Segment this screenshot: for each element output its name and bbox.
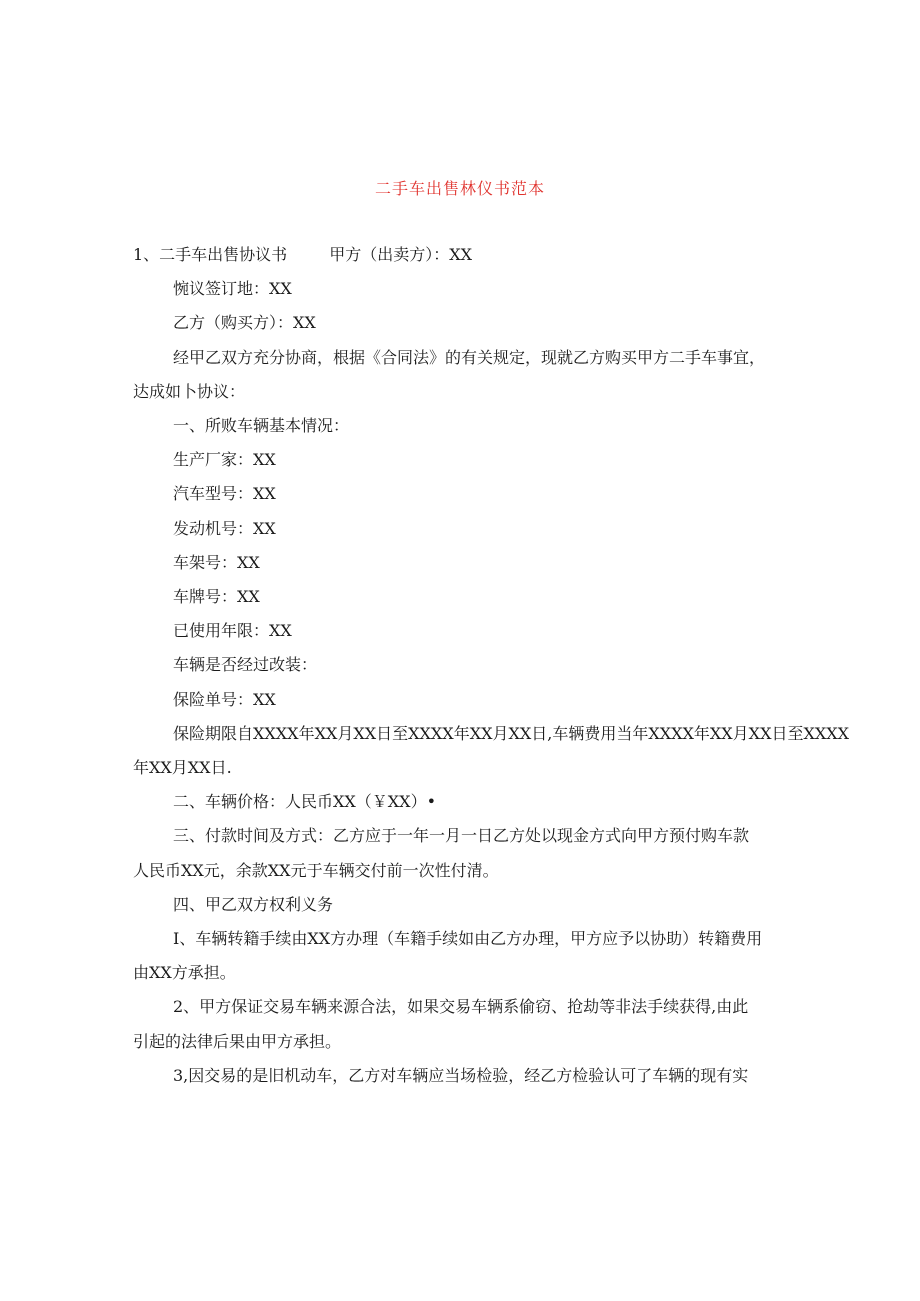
- insurance-number-field: 保险单号：XX: [173, 689, 276, 709]
- plate-number-field: 车牌号：XX: [173, 587, 260, 607]
- intro-line-1: 经甲乙双方充分协商，根据《合同法》的有关规定，现就乙方购买甲方二手车事宜，: [173, 347, 766, 367]
- section-3-line-2: 人民币XX元，余款XX元于车辆交付前一次性付清。: [133, 860, 499, 880]
- document-body: [133, 238, 850, 1093]
- signing-place: 惋议签订地：XX: [173, 279, 292, 299]
- section-2-price: 二、车辆价格：人民币XX（￥XX）•: [173, 792, 437, 812]
- clause-3-line-1: 3,因交易的是旧机动车，乙方对车辆应当场检验，经乙方检验认可了车辆的现有实: [173, 1065, 749, 1085]
- heading-item: 1、二手车出售协议书: [133, 245, 288, 264]
- section-4-heading: 四、甲乙双方权利义务: [173, 894, 334, 914]
- clause-2-line-2: 引起的法律后果由甲方承担。: [133, 1031, 342, 1051]
- document-title: 二手车出售林仪书范本: [374, 179, 545, 198]
- party-b: 乙方（购买方）：XX: [173, 313, 316, 333]
- heading-line: [133, 238, 793, 272]
- section-3-line-1: 三、付款时间及方式：乙方应于一年一月一日乙方处以现金方式向甲方预付购车款: [173, 826, 750, 846]
- years-used-field: 已使用年限：XX: [173, 621, 292, 641]
- modified-field: 车辆是否经过改装：: [173, 655, 318, 675]
- intro-line-2: 达成如卜协议：: [133, 381, 246, 401]
- frame-number-field: 车架号：XX: [173, 552, 260, 572]
- clause-2-line-1: 2、甲方保证交易车辆来源合法，如果交易车辆系偷窃、抢劫等非法手续获得,由此: [173, 997, 749, 1017]
- section-1-heading: 一、所败车辆基本情况：: [173, 416, 350, 436]
- insurance-period-line-2: 年XX月XX日.: [133, 758, 232, 778]
- party-a: 甲方（出卖方）：XX: [329, 245, 472, 264]
- clause-1-line-2: 由XX方承担。: [133, 963, 236, 983]
- model-field: 汽车型号：XX: [173, 484, 276, 504]
- clause-1-line-1: I、车辆转籍手续由XX方办理（车籍手续如由乙方办理，甲方应予以协助）转籍费用: [173, 929, 763, 949]
- manufacturer-field: 生产厂家：XX: [173, 450, 276, 470]
- insurance-period-line-1: 保险期限自XXXX年XX月XX日至XXXX年XX月XX日,车辆费用当年XXXX年XX月XX日至XXXX: [173, 723, 850, 743]
- engine-number-field: 发动机号：XX: [173, 518, 276, 538]
